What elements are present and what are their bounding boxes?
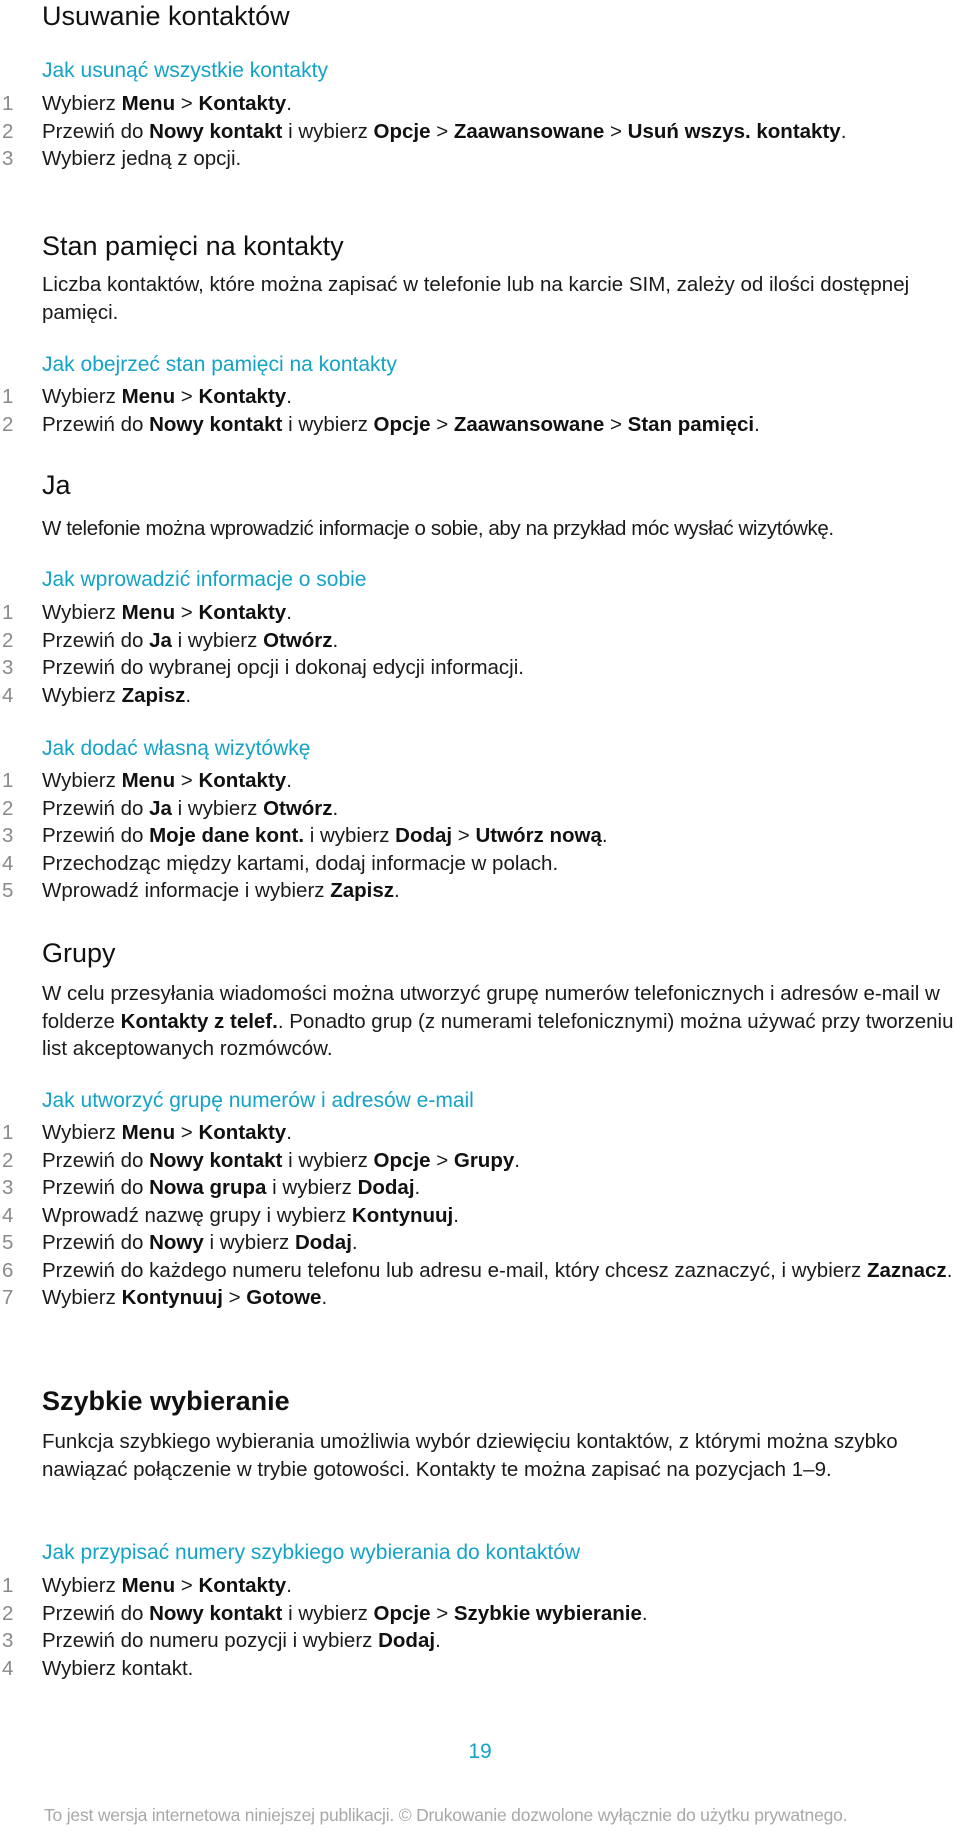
- footer-note: To jest wersja internetowa niniejszej publikacji. © Drukowanie dozwolone wyłącznie do użytku prywatnego.: [44, 1805, 848, 1825]
- step-number: 2: [2, 1148, 14, 1172]
- ui-term: Nowa grupa: [149, 1176, 267, 1199]
- section-heading: Usuwanie kontaktów: [42, 1, 290, 31]
- step-list: [0, 599, 955, 709]
- step-number: 2: [2, 628, 14, 652]
- task-title: Jak obejrzeć stan pamięci na kontakty: [42, 353, 397, 376]
- step-item: 1 Wybierz Menu > Kontakty.: [0, 90, 955, 118]
- step-item: 2 Przewiń do Ja i wybierz Otwórz.: [0, 795, 955, 823]
- step-item: 4 Wybierz Zapisz.: [0, 682, 955, 710]
- step-item: 2 Przewiń do Ja i wybierz Otwórz.: [0, 627, 955, 655]
- step-number: 3: [2, 1176, 14, 1199]
- step-number: 3: [2, 147, 14, 170]
- folder-name: Kontakty z telef.: [120, 1009, 278, 1033]
- step-number: 3: [2, 1629, 14, 1652]
- step-item: 2 Przewiń do Nowy kontakt i wybierz Opcje > Zaawansowane > Usuń wszys. kontakty.: [0, 118, 955, 146]
- ui-term: Ja: [149, 796, 172, 820]
- step-item: 2 Przewiń do Nowy kontakt i wybierz Opcje > Grupy.: [0, 1147, 955, 1175]
- step-item: 3 Przewiń do Nowa grupa i wybierz Dodaj.: [0, 1174, 955, 1202]
- step-number: 1: [2, 92, 14, 115]
- ui-term: Kontakty: [198, 601, 287, 624]
- task-title: Jak usunąć wszystkie kontakty: [42, 59, 328, 82]
- page-number: 19: [468, 1740, 492, 1763]
- ui-term: Szybkie wybieranie: [453, 1601, 642, 1625]
- step-number: 6: [2, 1258, 14, 1282]
- step-item: 1 Wybierz Menu > Kontakty.: [0, 1119, 955, 1147]
- step-number: 5: [2, 879, 14, 902]
- task-title: Jak przypisać numery szybkiego wybierania do kontaktów: [42, 1541, 581, 1564]
- step-number: 4: [2, 1203, 14, 1227]
- step-item: 7 Wybierz Kontynuuj > Gotowe.: [0, 1284, 955, 1312]
- ui-term: Dodaj: [294, 1231, 352, 1254]
- step-item: 4 Wybierz kontakt.: [0, 1655, 955, 1683]
- step-item: 3 Przewiń do wybranej opcji i dokonaj edycji informacji.: [0, 654, 955, 682]
- ui-term: Menu: [121, 385, 176, 408]
- ui-term: Otwórz: [263, 796, 333, 820]
- step-item: 3 Przewiń do Moje dane kont. i wybierz Dodaj > Utwórz nową.: [0, 822, 955, 850]
- section-heading: Grupy: [42, 938, 116, 968]
- ui-term: Zapisz: [121, 683, 186, 707]
- ui-term: Dodaj: [378, 1629, 436, 1652]
- step-number: 1: [2, 385, 14, 408]
- section-heading: Szybkie wybieranie: [42, 1386, 290, 1416]
- ui-term: Opcje: [373, 1148, 431, 1172]
- step-number: 1: [2, 1574, 14, 1597]
- step-number: 2: [2, 1601, 14, 1625]
- step-item: 1 Wybierz Menu > Kontakty.: [0, 599, 955, 627]
- section-heading: Stan pamięci na kontakty: [42, 231, 344, 261]
- step-number: 1: [2, 601, 14, 624]
- step-list: [0, 767, 955, 905]
- step-number: 3: [2, 656, 14, 679]
- step-item: 5 Przewiń do Nowy i wybierz Dodaj.: [0, 1229, 955, 1257]
- ui-term: Stan pamięci: [627, 412, 755, 436]
- ui-term: Gotowe: [246, 1286, 322, 1309]
- step-number: 5: [2, 1231, 14, 1254]
- ui-term: Kontynuuj: [121, 1286, 223, 1309]
- ui-term: Nowy: [149, 1231, 204, 1254]
- ui-term: Nowy kontakt: [149, 1601, 283, 1625]
- step-number: 2: [2, 796, 14, 820]
- ui-term: Utwórz nową: [475, 824, 602, 847]
- step-item: 6 Przewiń do każdego numeru telefonu lub adresu e-mail, który chcesz zaznaczyć, i wybierz Zaznacz.: [0, 1257, 955, 1285]
- ui-term: Kontakty: [198, 769, 287, 792]
- step-number: 4: [2, 1656, 14, 1680]
- ui-term: Nowy kontakt: [149, 119, 283, 143]
- ui-term: Moje dane kont.: [149, 824, 305, 847]
- section-intro: W celu przesyłania wiadomości można utworzyć grupę numerów telefonicznych i adresów e-mail w folderze Kontakty z telef.. Ponadto grup (z numerami telefonicznymi) można używać przy tworzeniu list akceptowanych rozmówców.: [42, 982, 954, 1060]
- step-number: 7: [2, 1286, 14, 1309]
- ui-term: Menu: [121, 1121, 176, 1144]
- step-number: 1: [2, 1121, 14, 1144]
- step-list: [0, 1572, 955, 1682]
- ui-term: Zaznacz: [866, 1258, 947, 1282]
- ui-term: Kontakty: [198, 1121, 287, 1144]
- step-list: [0, 1119, 955, 1312]
- ui-term: Dodaj: [395, 824, 453, 847]
- ui-term: Opcje: [373, 119, 431, 143]
- step-item: 4 Wprowadź nazwę grupy i wybierz Kontynuuj.: [0, 1202, 955, 1230]
- step-item: 2 Przewiń do Nowy kontakt i wybierz Opcje > Zaawansowane > Stan pamięci.: [0, 411, 955, 439]
- ui-term: Dodaj: [357, 1176, 415, 1199]
- ui-term: Menu: [121, 1574, 176, 1597]
- step-item: 3 Wybierz jedną z opcji.: [0, 145, 955, 173]
- task-title: Jak utworzyć grupę numerów i adresów e-mail: [42, 1089, 474, 1112]
- ui-term: Ja: [149, 628, 172, 652]
- step-number: 1: [2, 769, 14, 792]
- step-number: 4: [2, 851, 14, 875]
- ui-term: Opcje: [373, 412, 431, 436]
- ui-term: Kontakty: [198, 385, 287, 408]
- ui-term: Opcje: [373, 1601, 431, 1625]
- step-item: 1 Wybierz Menu > Kontakty.: [0, 767, 955, 795]
- step-item: 5 Wprowadź informacje i wybierz Zapisz.: [0, 877, 955, 905]
- ui-term: Grupy: [453, 1148, 515, 1172]
- ui-term: Nowy kontakt: [149, 412, 283, 436]
- ui-term: Kontakty: [198, 92, 287, 115]
- section-intro: Liczba kontaktów, które można zapisać w telefonie lub na karcie SIM, zależy od ilości dostępnej pamięci.: [42, 273, 910, 324]
- step-item: 3 Przewiń do numeru pozycji i wybierz Dodaj.: [0, 1627, 955, 1655]
- ui-term: Nowy kontakt: [149, 1148, 283, 1172]
- step-item: 4 Przechodząc między kartami, dodaj informacje w polach.: [0, 850, 955, 878]
- ui-term: Kontynuuj: [351, 1203, 454, 1227]
- ui-term: Otwórz: [263, 628, 333, 652]
- step-number: 2: [2, 119, 14, 143]
- ui-term: Usuń wszys. kontakty: [627, 119, 841, 143]
- ui-term: Zaawansowane: [453, 412, 605, 436]
- step-item: 1 Wybierz Menu > Kontakty.: [0, 383, 955, 411]
- step-list: [0, 383, 955, 438]
- ui-term: Zapisz: [330, 879, 395, 902]
- step-item: 1 Wybierz Menu > Kontakty.: [0, 1572, 955, 1600]
- ui-term: Menu: [121, 601, 176, 624]
- step-number: 3: [2, 824, 14, 847]
- ui-term: Menu: [121, 92, 176, 115]
- section-intro: W telefonie można wprowadzić informacje o sobie, aby na przykład móc wysłać wizytówkę.: [42, 517, 834, 540]
- step-list: [0, 90, 955, 173]
- step-item: 2 Przewiń do Nowy kontakt i wybierz Opcje > Szybkie wybieranie.: [0, 1600, 955, 1628]
- ui-term: Zaawansowane: [453, 119, 605, 143]
- ui-term: Menu: [121, 769, 176, 792]
- step-number: 2: [2, 412, 14, 436]
- task-title: Jak wprowadzić informacje o sobie: [42, 568, 367, 591]
- step-number: 4: [2, 683, 14, 707]
- ui-term: Kontakty: [198, 1574, 287, 1597]
- section-heading: Ja: [42, 470, 71, 500]
- section-intro: Funkcja szybkiego wybierania umożliwia wybór dziewięciu kontaktów, z którymi można szybko nawiązać połączenie w trybie gotowości. Kontakty te można zapisać na pozycjach 1–9.: [42, 1430, 898, 1481]
- task-title: Jak dodać własną wizytówkę: [42, 737, 311, 760]
